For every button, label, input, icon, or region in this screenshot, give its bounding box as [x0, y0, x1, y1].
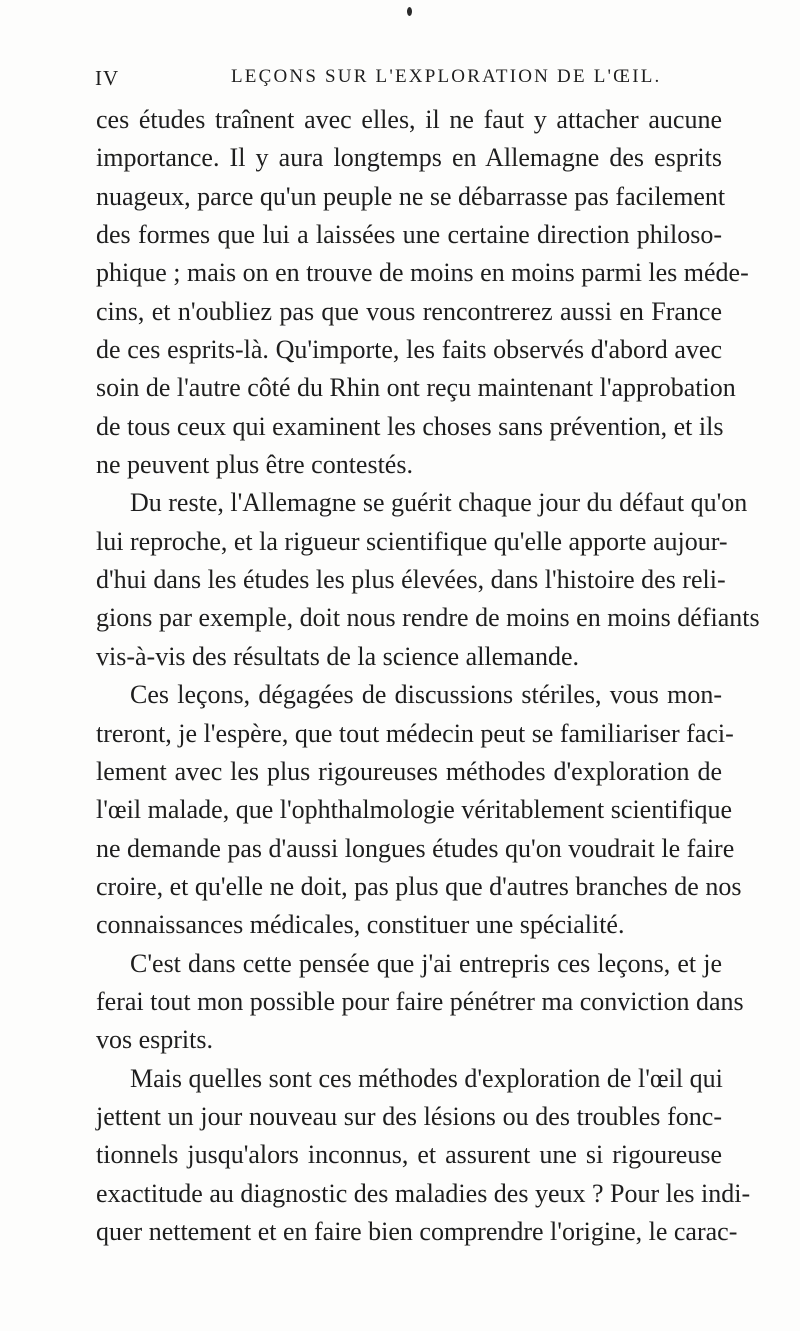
- body-text: [96, 101, 760, 1251]
- text-line: vis-à-vis des résultats de la science allemande.: [96, 641, 579, 671]
- text-line: Mais quelles sont ces méthodes d'exploration de l'œil qui: [130, 1063, 723, 1093]
- text-line: Du reste, l'Allemagne se guérit chaque jour du défaut qu'on: [130, 488, 748, 518]
- text-line: Ces leçons, dégagées de discussions stériles, vous mon-: [130, 680, 722, 710]
- text-line: importance. Il y aura longtemps en Allemagne des esprits: [96, 143, 722, 173]
- text-line: ces études traînent avec elles, il ne faut y attacher aucune: [96, 105, 722, 134]
- text-line: l'œil malade, que l'ophthalmologie véritablement scientifique: [96, 795, 733, 825]
- ink-mark: [407, 7, 412, 16]
- page-number: IV: [95, 66, 120, 90]
- text-line: d'hui dans les études les plus élevées, dans l'histoire des reli-: [96, 565, 726, 595]
- text-line: vos esprits.: [96, 1025, 213, 1055]
- text-line: ne peuvent plus être contestés.: [96, 450, 413, 480]
- text-line: quer nettement et en faire bien comprendre l'origine, le carac-: [96, 1216, 738, 1246]
- text-line: gions par exemple, doit nous rendre de moins en moins défiants: [96, 603, 760, 633]
- text-line: de ces esprits-là. Qu'importe, les faits observés d'abord avec: [96, 335, 722, 365]
- text-line: soin de l'autre côté du Rhin ont reçu maintenant l'approbation: [96, 373, 736, 403]
- text-line: connaissances médicales, constituer une spécialité.: [96, 910, 625, 940]
- text-line: lui reproche, et la rigueur scientifique qu'elle apporte aujour-: [96, 526, 728, 556]
- running-head: [95, 66, 715, 96]
- text-line: croire, et qu'elle ne doit, pas plus que d'autres branches de nos: [96, 871, 742, 901]
- text-line: C'est dans cette pensée que j'ai entrepris ces leçons, et je: [130, 948, 722, 978]
- text-line: ferai tout mon possible pour faire pénétrer ma conviction dans: [96, 986, 744, 1016]
- text-line: exactitude au diagnostic des maladies des yeux ? Pour les indi-: [96, 1178, 751, 1208]
- text-line: lement avec les plus rigoureuses méthodes d'exploration de: [96, 756, 722, 786]
- text-line: de tous ceux qui examinent les choses sans prévention, et ils: [96, 411, 724, 441]
- text-line: jettent un jour nouveau sur des lésions ou des troubles fonc-: [96, 1101, 722, 1131]
- text-line: treront, je l'espère, que tout médecin peut se familiariser faci-: [96, 718, 734, 748]
- text-line: cins, et n'oubliez pas que vous rencontrerez aussi en France: [96, 296, 722, 326]
- text-line: phique ; mais on en trouve de moins en moins parmi les méde-: [96, 258, 749, 288]
- text-line: tionnels jusqu'alors inconnus, et assurent une si rigoureuse: [96, 1140, 722, 1170]
- text-line: des formes que lui a laissées une certaine direction philoso-: [96, 220, 722, 250]
- text-line: nuageux, parce qu'un peuple ne se débarrasse pas facilement: [96, 181, 726, 211]
- running-head-title: LEÇONS SUR L'EXPLORATION DE L'ŒIL.: [231, 66, 662, 87]
- text-line: ne demande pas d'aussi longues études qu'on voudrait le faire: [96, 833, 735, 863]
